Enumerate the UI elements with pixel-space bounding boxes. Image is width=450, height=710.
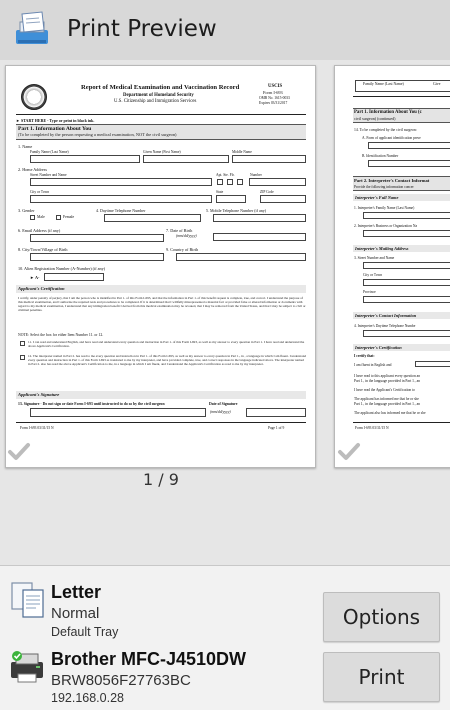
doc-label: 4. Daytime Telephone Number (96, 208, 146, 213)
doc-agency: U.S. Citizenship and Immigration Services (114, 99, 197, 104)
doc-label: Apt. Ste. Flr. (216, 173, 235, 177)
doc-label: 3. Street Number and Name (354, 256, 395, 260)
page-title: Print Preview (67, 16, 217, 42)
doc-label: 6. Email Address (if any) (18, 228, 61, 233)
doc-label: 2. Home Address (18, 167, 47, 172)
doc-footer-right: Page 1 of 9 (268, 426, 285, 430)
doc-label: Middle Name (232, 150, 252, 154)
doc-label: Form I-693 03/31/15 N (355, 426, 389, 430)
doc-label: I have read to this applicant every question an (354, 374, 421, 378)
doc-form-id: USCIS (268, 84, 283, 89)
doc-label: Interpreter's Mailing Address (355, 246, 409, 251)
doc-footer-left: Form I-693 03/31/15 N (20, 426, 54, 430)
printer-name: Brother MFC-J4510DW (51, 649, 247, 669)
doc-label: I am fluent in English and (354, 363, 392, 367)
preview-page-1[interactable] (5, 65, 316, 468)
doc-label: Male (37, 215, 45, 219)
doc-label: 10. Alien Registration Number (A-Number) (if any) (18, 266, 106, 271)
doc-dept: Department of Homeland Security (123, 93, 194, 98)
doc-label: Interpreter's Certification (355, 345, 402, 350)
doc-label: B. Identification Number (362, 154, 399, 158)
doc-label: Street Number and Name (30, 173, 67, 177)
dhs-seal-icon (21, 84, 47, 110)
page-selected-check-icon[interactable] (7, 440, 31, 464)
doc-label: Part 1., in the language provided in Part 1., an (354, 379, 420, 383)
doc-item12: 12. The interpreter named in Part 2. has read to me every question and instruction in Part 1. of this Form I-693, as well as my answer to every question in Part 1., in , a language in which I am fluent. I understand every question and instruction in Part 1. of this Form I-693 as translated to me by my interpreter, and have provided complete, true, and correct responses in the language indicated above. The interpreter named in Part 2. also has read the above Applicant's Certification to me, in a language in which I am fluent, and I understand the Applicant's Certification as read to me by my interpreter. (28, 354, 307, 367)
doc-part1-note: (To be completed by the person requesting a medical examination, NOT the civil surgeon) (18, 132, 177, 137)
doc-label: ► A- (30, 275, 40, 280)
doc-label: Female (63, 215, 75, 219)
printer-ip: 192.168.0.28 (51, 691, 124, 705)
doc-label: Provide the following information concer (354, 185, 414, 189)
doc-label: Number (250, 173, 262, 177)
doc-title: Report of Medical Examination and Vaccination Record (81, 84, 240, 91)
doc-label: Part 2. Interpreter's Contact Informat (354, 178, 430, 183)
doc-start: ► START HERE - Type or print in black ink. (16, 118, 95, 123)
preview-area[interactable] (0, 60, 450, 565)
doc-label: Given Name (First Name) (143, 150, 181, 154)
print-preview-app-icon (12, 10, 52, 50)
doc-label: Part 1. Information About You (c (354, 110, 422, 115)
doc-part1: Part 1. Information About You (18, 126, 92, 132)
doc-label: I have read the Applicant's Certification to (354, 388, 415, 392)
doc-label: Family Name (Last Name) (30, 150, 69, 154)
print-button[interactable]: Print (323, 652, 440, 702)
doc-label: 8. City/Town/Village of Birth (18, 247, 68, 252)
doc-label: 1. Name (18, 144, 33, 149)
app-bar (0, 0, 450, 60)
doc-label: The applicant has informed me that he or she (354, 397, 419, 401)
paper-type: Normal (51, 605, 100, 622)
doc-label: State (216, 190, 224, 194)
doc-label: I certify that: (354, 354, 375, 358)
doc-label: 2. Interpreter's Business or Organization Na (354, 224, 418, 228)
doc-label: 3. Gender (18, 208, 35, 213)
doc-label: A. Form of applicant identification prese (362, 136, 421, 140)
doc-label: ZIP Code (260, 190, 274, 194)
doc-label: City or Town (363, 273, 383, 277)
doc-label: Part 1., in the language provided in Part 1., an (354, 402, 420, 406)
doc-label: (mm/dd/yyyy) (210, 410, 231, 414)
printer-serial: BRW8056F27763BC (51, 672, 191, 689)
doc-label: 5. Mobile Telephone Number (if any) (206, 208, 267, 213)
doc-label: Interpreter's Full Name (355, 195, 399, 200)
doc-sig-date: Date of Signature (209, 402, 238, 406)
printer-icon (8, 648, 46, 684)
doc-item11: 11. I can read and understand English, and have read and understand every question and instruction in Part 1. of this Form I-693, as well as my answer to every question in Part 1. I have read and understand the above Applicant's Certification. (28, 340, 305, 349)
doc-label: Province (363, 290, 376, 294)
options-button[interactable]: Options (323, 592, 440, 642)
doc-label: (mm/dd/yyyy) (176, 234, 197, 238)
page-indicator: 1 / 9 (143, 470, 179, 489)
doc-label: civil surgeon) (continued) (354, 116, 396, 121)
doc-label: 14. To be completed by the civil surgeon: (354, 128, 417, 132)
doc-label: The applicant also has informed me that he or she (354, 411, 426, 415)
doc-label: 7. Date of Birth (166, 228, 193, 233)
doc-cert-head: Applicant's Certification (18, 286, 65, 291)
doc-label: 1. Interpreter's Family Name (Last Name) (354, 206, 415, 210)
doc-sig-line: 13. Signature - Do not sign or date Form I-693 until instructed to do so by the civil surgeon (18, 402, 165, 406)
doc-note: NOTE: Select the box for either Item Number 11. or 12. (18, 333, 104, 337)
doc-sig-head: Applicant's Signature (18, 392, 60, 397)
doc-omb: OMB No. 1615-0033 (259, 96, 290, 100)
paper-size-icon (10, 581, 46, 619)
doc-label: Interpreter's Contact Information (355, 313, 417, 318)
doc-cert-text: I certify, under penalty of perjury, that I am the person who is identified in Part 1. of this Form I-693, and that the information in Part 1. of this benefit request is complete, true, and correct. I understand the purpose of this medical examination, and I authorize the required tests and procedures to be completed. If it is determined that I willfully misrepresented a material fact or provided false or altered information or documents with regard to my medical examination, I understand that any immigration benefit I derived from this medical examination may be revoked, that I may be removed from the United States, and that I may be subject to civil or criminal penalties. (18, 296, 306, 313)
print-settings-panel (0, 565, 450, 710)
doc-label: Family Name (Last Name) (363, 82, 404, 86)
doc-label: 9. Country of Birth (166, 247, 199, 252)
doc-form-no: Form I-693 (263, 90, 283, 95)
doc-expires: Expires 03/31/2017 (259, 101, 288, 105)
doc-label: 4. Interpreter's Daytime Telephone Numbe (354, 324, 416, 328)
doc-label: City or Town (30, 190, 50, 194)
doc-label: Give (433, 82, 441, 86)
paper-size: Letter (51, 582, 102, 602)
paper-tray: Default Tray (51, 625, 119, 639)
preview-page-2[interactable] (334, 65, 450, 468)
page-selected-check-icon[interactable] (337, 440, 361, 464)
